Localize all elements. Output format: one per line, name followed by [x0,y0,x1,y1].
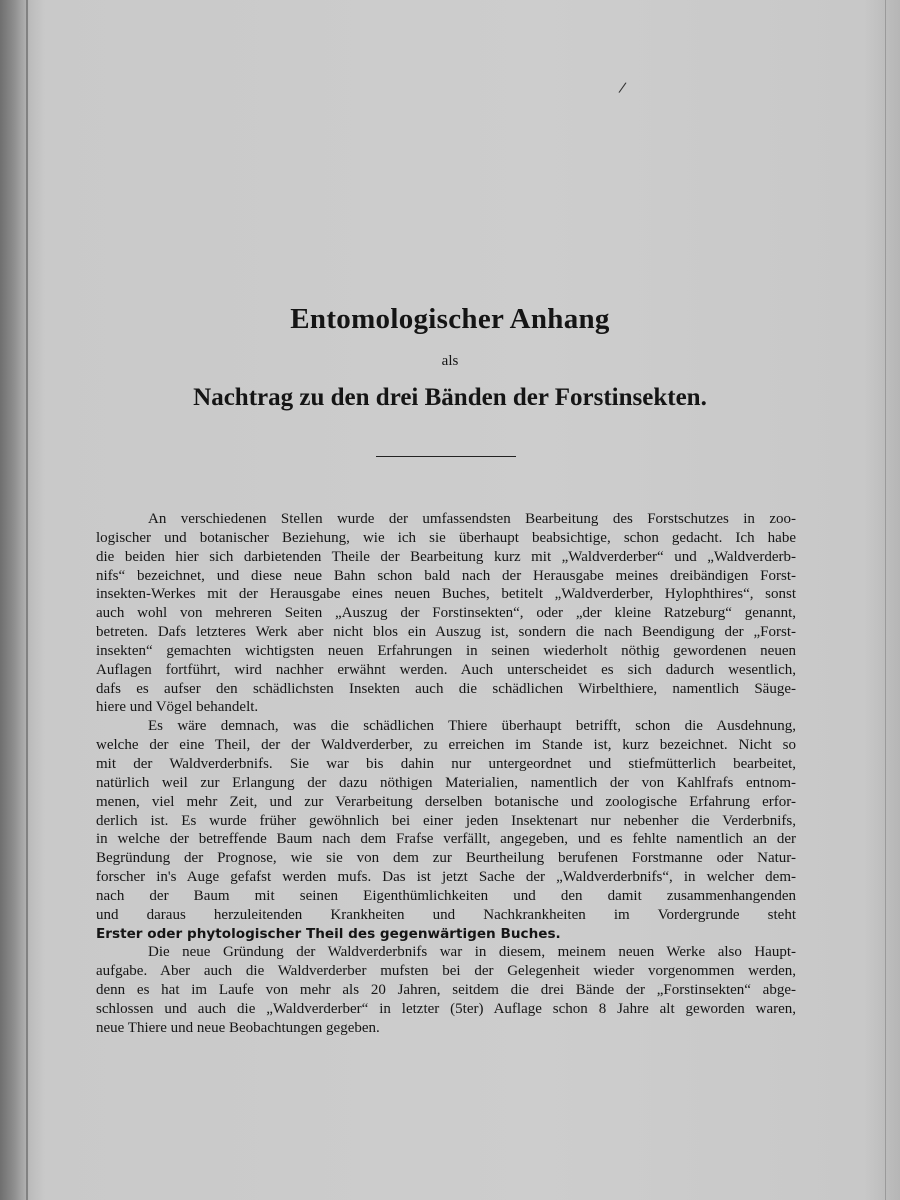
text-line: auch wohl von mehreren Seiten „Auszug der Forstinsekten“, oder „der kleine Ratzeburg“ genannt, [96,605,796,622]
text-line: dafs es aufser den schädlichsten Insekten auch die schädlichen Wirbelthiere, namentlich Säuge- [96,680,796,697]
text-line: derlich ist. Es wurde früher gewöhnlich bei einer jeden Insektenart nur nebenher die Verderbnifs, [96,812,796,829]
text-line: Begründung der Prognose, wie sie von dem zur Beurtheilung berufenen Forstmanne oder Natur- [96,850,796,867]
text-line: nifs“ bezeichnet, und diese neue Bahn schon bald nach der Herausgabe meines dreibändigen Forst- [96,567,796,584]
text-line: und daraus herzuleitenden Krankheiten und Nachkrankheiten im Vordergrunde steht [96,906,796,923]
text-line: welche der eine Theil, der der Waldverderber, zu erreichen im Stande ist, kurz bezeichnet. Nicht so [96,737,796,754]
text-line: Die neue Gründung der Waldverderbnifs war in diesem, meinem neuen Werke also Haupt- [148,944,796,961]
title-rule [376,456,516,457]
text-line: insekten“ gemachten wichtigsten neuen Erfahrungen in seinen wiederholt nöthig gewordenen neuen [96,642,796,659]
text-line: in welche der betreffende Baum nach dem Frafse verfällt, angegeben, und es fehlte namentlich an der [96,831,796,848]
section-heading-line: Erster oder phytologischer Theil des gegenwärtigen Buches. [96,925,561,942]
text-line: nach der Baum mit seinen Eigenthümlichkeiten und den damit zusammenhangenden [96,887,796,904]
title-connector: als [441,353,459,369]
page-edge [885,0,886,1200]
text-line: die beiden hier sich darbietenden Theile der Bearbeitung kurz mit „Waldverderber“ und „Waldverderb- [96,548,796,565]
text-line: betreten. Dafs letzteres Werk aber nicht blos ein Auszug ist, sondern die nach Beendigung der „Forst- [96,624,796,641]
text-line: An verschiedenen Stellen wurde der umfassendsten Bearbeitung des Forstschutzes in zoo- [148,511,796,527]
text-line: hiere und Vögel behandelt. [96,699,259,716]
margin-mark: / [617,79,628,97]
text-line: mit der Waldverderbnifs. Sie war bis dahin nur untergeordnet und stiefmütterlich bearbeitet, [96,755,796,772]
text-line: natürlich weil zur Erlangung der dazu nöthigen Materialien, namentlich der von Kahlfrafs entnom- [96,774,796,791]
text-line: neue Thiere und neue Beobachtungen gegeben. [96,1019,380,1036]
page-title: Entomologischer Anhang [290,303,610,335]
text-line: forscher in's Auge gefafst werden mufs. Das ist jetzt Sache der „Waldverderbnifs“, in welcher dem- [96,869,796,886]
text-line: menen, viel mehr Zeit, und zur Verarbeitung derselben botanische und zoologische Erfahrung erfor- [96,793,796,810]
binding-gutter [26,0,28,1200]
text-line: insekten-Werkes mit der Herausgabe eines neuen Buches, betitelt „Waldverderber, Hylophthires“, sonst [96,586,796,603]
text-line: denn es hat im Laufe von mehr als 20 Jahren, seitdem die drei Bände der „Forstinsekten“ abge- [96,982,796,999]
text-line: Auflagen fortführt, wird nachher erwähnt werden. Auch unterscheidet es sich dadurch wesentlich, [96,661,796,678]
body-text [96,510,796,1038]
text-line: logischer und botanischer Beziehung, wie ich sie überhaupt beabsichtige, schon gedacht. Ich habe [96,529,796,546]
text-line: aufgabe. Aber auch die Waldverderber mufsten bei der Gelegenheit wieder vorgenommen werden, [96,963,796,980]
page-subtitle: Nachtrag zu den drei Bänden der Forstinsekten. [193,384,707,411]
text-line: schlossen und auch die „Waldverderber“ in letzter (5ter) Auflage schon 8 Jahre alt geworden waren, [96,1000,796,1017]
text-line: Es wäre demnach, was die schädlichen Thiere überhaupt betrifft, schon die Ausdehnung, [148,718,796,735]
